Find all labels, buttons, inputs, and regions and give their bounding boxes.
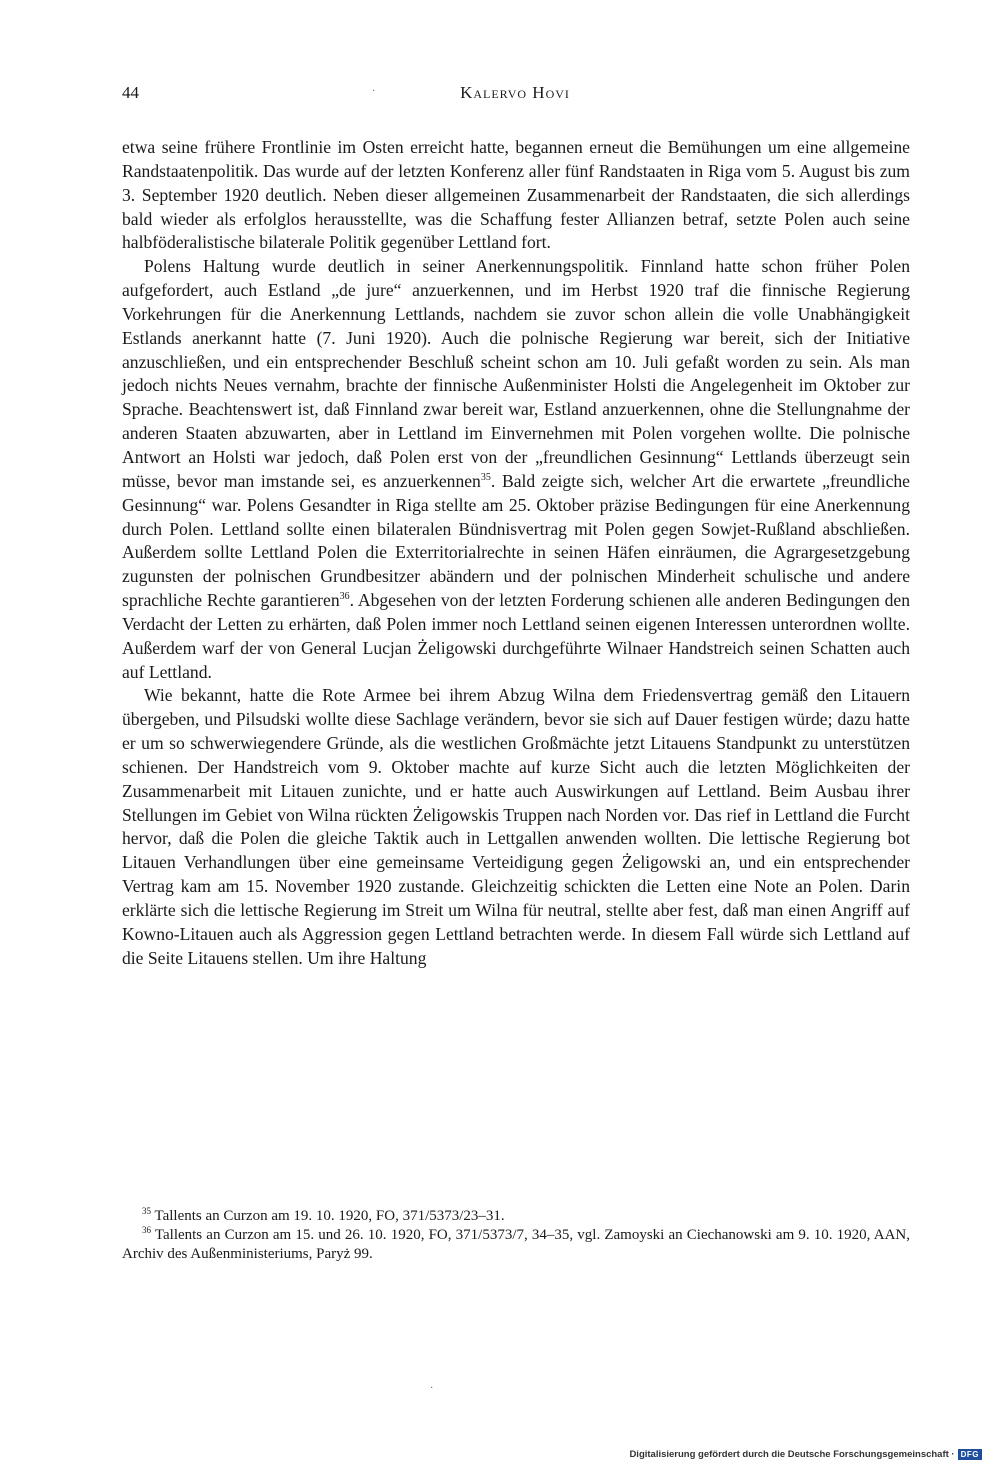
footnote-ref-35: 35 xyxy=(480,471,491,483)
paragraph-2 xyxy=(122,255,910,684)
funding-note: Digitalisierung gefördert durch die Deutsche Forschungsgemeinschaft · xyxy=(629,1449,955,1460)
footnote-number: 36 xyxy=(142,1225,151,1235)
scan-speck: · xyxy=(372,86,376,97)
footnote-text: Tallents an Curzon am 15. und 26. 10. 1920, FO, 371/5373/7, 34–35, vgl. Zamoyski an Ciechanowski am 9. 10. 1920, AAN, Archiv des Außenministeriums, Paryż 99. xyxy=(122,1227,910,1262)
running-head xyxy=(0,83,1000,103)
footnote-number: 35 xyxy=(142,1206,151,1216)
scan-speck: · xyxy=(430,1383,434,1394)
paragraph-1: etwa seine frühere Frontlinie im Osten erreicht hatte, begannen erneut die Bemühungen um eine allgemeine Randstaatenpolitik. Das wurde auf der letzten Konferenz aller fünf Randstaaten in Riga vom 5. August bis zum 3. September 1920 deutlich. Neben dieser allgemeinen Zusammenarbeit der Randstaaten, die sich allerdings bald wieder als erfolglos herausstellte, was die Schaffung fester Allianzen betraf, setzte Polen auch seine halbföderalistische bilaterale Politik gegenüber Lettland fort. xyxy=(122,137,910,253)
page-number: 44 xyxy=(122,83,139,102)
footnote-ref-36: 36 xyxy=(339,591,350,603)
running-head-title: Kalervo Hovi xyxy=(460,83,570,102)
footnote xyxy=(122,1207,910,1226)
footnote-text: Tallents an Curzon am 19. 10. 1920, FO, 371/5373/23–31. xyxy=(154,1208,505,1224)
paragraph-3: Wie bekannt, hatte die Rote Armee bei ihrem Abzug Wilna dem Friedensvertrag gemäß den Litauern übergeben, und Pilsudski wollte diese Sachlage verändern, bevor sie sich auf Dauer festigen würde; dazu hatte er um so schwerwiegendere Gründe, als die westlichen Großmächte jetzt Litauens Standpunkt zu unterstützen schienen. Der Handstreich vom 9. Oktober machte auf kurze Sicht auch die letzten Möglichkeiten der Zusammenarbeit mit Litauen zunichte, und er hatte auch Auswirkungen auf Lettland. Beim Ausbau ihrer Stellungen im Gebiet von Wilna rückten Żeligowskis Truppen nach Norden vor. Das rief in Lettland die Furcht hervor, daß die Polen die gleiche Taktik auch in Lettgallen anwenden wollten. Die lettische Regierung bot Litauen Verhandlungen über eine gemeinsame Verteidigung gegen Żeligowski an, und ein entsprechender Vertrag kam am 15. November 1920 zustande. Gleichzeitig schickten die Letten eine Note an Polen. Darin erklärte sich die lettische Regierung im Streit um Wilna für neutral, stellte aber fest, daß man einen Angriff auf Kowno-Litauen auch als Aggression gegen Lettland betrachten werde. In diesem Fall würde sich Lettland auf die Seite Litauens stellen. Um ihre Haltung xyxy=(122,685,910,968)
main-text xyxy=(122,136,910,971)
paragraph-2-part-a: Polens Haltung wurde deutlich in seiner Anerkennungspolitik. Finnland hatte schon früher Polen aufgefordert, auch Estland „de jure“ anzuerkennen, und im Herbst 1920 traf die finnische Regierung Vorkehrungen für die Anerkennung Lettlands, nachdem sie zuvor schon allein die volle Unabhängigkeit Estlands anerkannt hatte (7. Juni 1920). Auch die polnische Regierung war bereit, sich der Initiative anzuschließen, und ein entsprechender Beschluß scheint schon am 10. Juli gefaßt worden zu sein. Als man jedoch nichts Neues vernahm, brachte der finnische Außenminister Holsti die Angelegenheit im Oktober zur Sprache. Beachtenswert ist, daß Finnland zwar bereit war, Estland anzuerkennen, ohne die Stellungnahme der anderen Staaten abzuwarten, aber in Lettland im Einvernehmen mit Polen vorgehen wollte. Die polnische Antwort an Holsti war jedoch, daß Polen erst von der „freundlichen Gesinnung“ Lettlands überzeugt sein müsse, bevor man imstande sei, es anzuerkennen xyxy=(122,256,910,491)
footnote xyxy=(122,1226,910,1264)
digitization-footer xyxy=(629,1449,982,1460)
paragraph-2-part-b: . Bald zeigte sich, welcher Art die erwartete „freundliche Gesinnung“ war. Polens Gesandter in Riga stellte am 25. Oktober präzise Bedingungen für eine Anerkennung durch Polen. Lettland sollte einen bilateralen Bündnisvertrag mit Polen gegen Sowjet-Rußland abschließen. Außerdem sollte Lettland Polen die Exterritorialrechte in seinen Häfen einräumen, die Agrargesetzgebung zugunsten der polnischen Grundbesitzer abändern und der polnischen Minderheit schulische und andere sprachliche Rechte garantieren xyxy=(122,470,910,611)
dfg-logo: DFG xyxy=(958,1449,982,1460)
footnotes xyxy=(122,1207,910,1264)
paragraph-2-part-c: . Abgesehen von der letzten Forderung schienen alle anderen Bedingungen den Verdacht der Letten zu erhärten, daß Polen immer noch Lettland seinen eigenen Interessen unterordnen wollte. Außerdem warf der von General Lucjan Żeligowski durchgeführte Wilnaer Handstreich seinen Schatten auch auf Lettland. xyxy=(122,590,910,682)
